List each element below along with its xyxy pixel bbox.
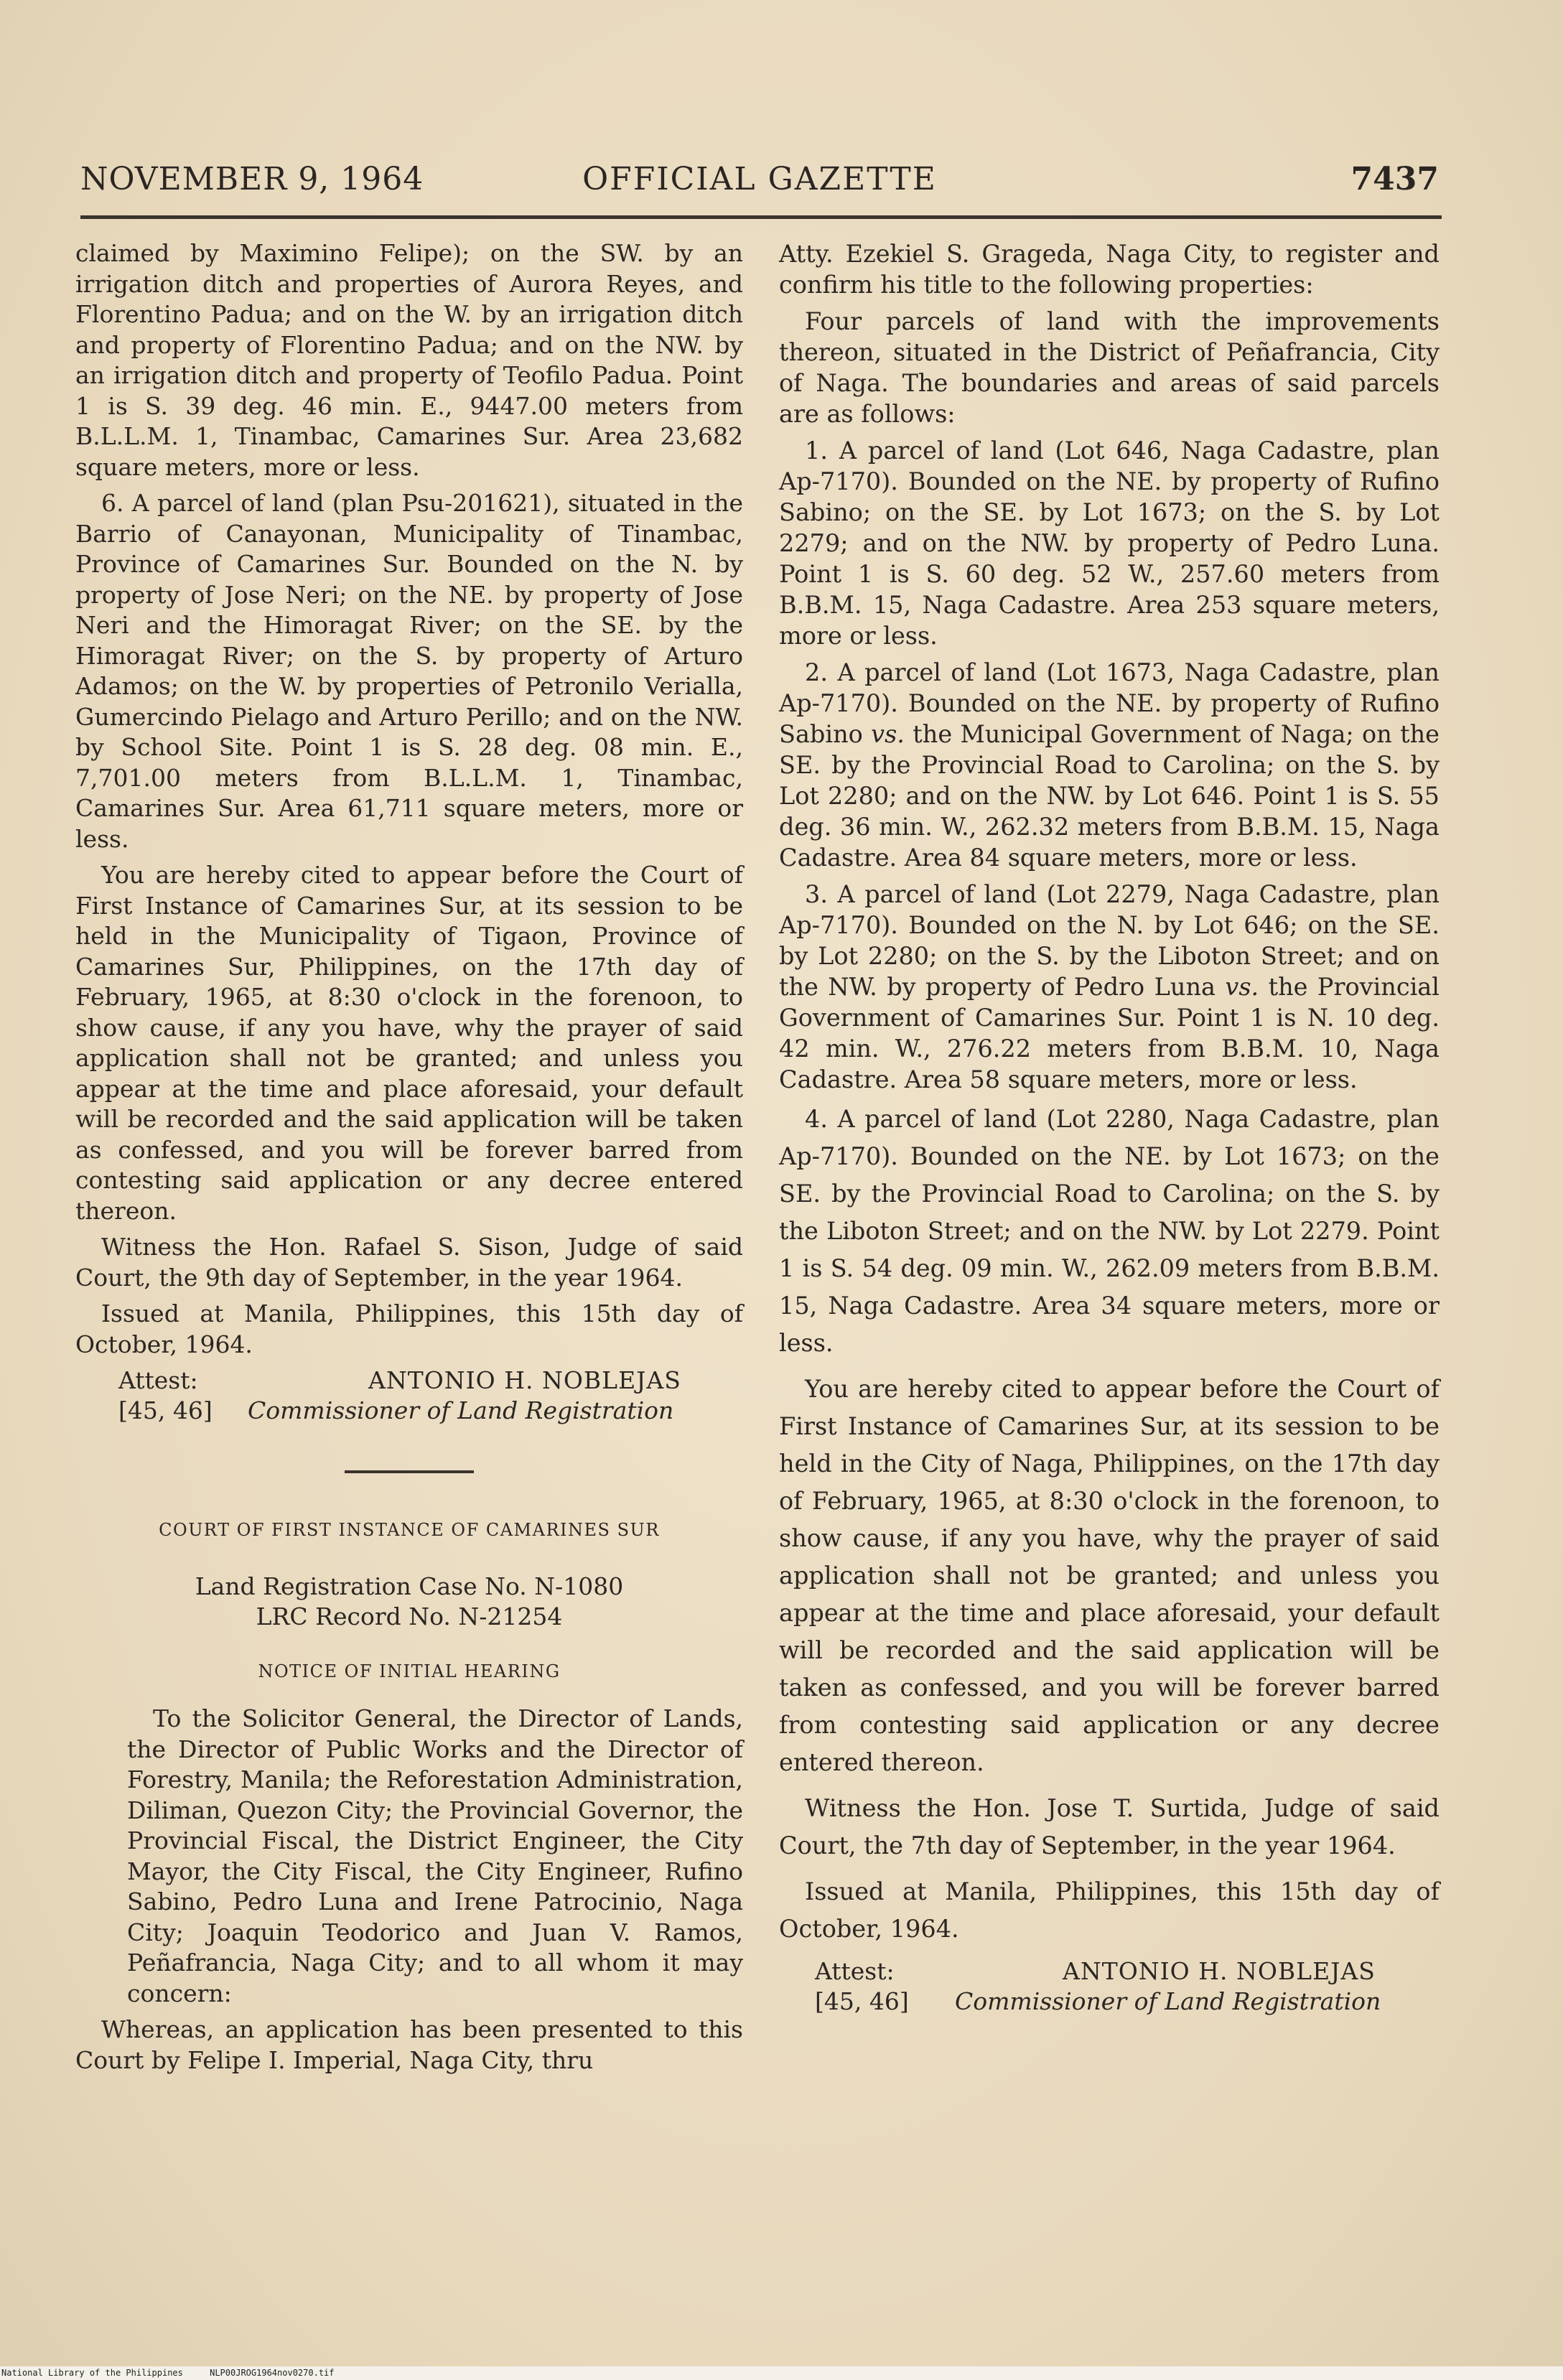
parcel-3-text-b: the Provincial Government of Camarines Sur. Point 1 is N. 10 deg. 42 min. W., 276.22 meters from B.B.M. 10, Naga Cadastre. Area 58 square meters, more or less. [779,973,1440,1093]
lrc-record-number: LRC Record No. N-21254 [256,1602,563,1630]
left-column [75,238,743,2081]
right-column [779,238,1440,2018]
attest-title: Commissioner of Land Registration [248,1396,674,1424]
parcel-2-versus: vs. [871,720,905,748]
attest-label: Attest: [815,1957,895,1985]
parcel-2-text-b: the Municipal Government of Naga; on the SE. by the Provincial Road to Carolina; on the S. by Lot 2280; and on the NW. by Lot 646. Point 1 is S. 55 deg. 36 min. W., 262.32 meters from B.B.M. 15, Naga Cadastre. Area 84 square meters, more or less. [779,720,1440,872]
whereas-paragraph: Whereas, an application has been presented to this Court by Felipe I. Imperial, Naga City, thru [75,2015,743,2074]
citation-paragraph: You are hereby cited to appear before the Court of First Instance of Camarines Sur, at its session to be held in the City of Naga, Philippines, on the 17th day of February, 1965, at 8:30 o'clock in the forenoon, to show cause, if any you have, why the prayer of said application shall not be granted; and unless you appear at the time and place aforesaid, your default will be recorded and the said application will be taken as confessed, and you will be forever barred from contesting said application or any decree entered thereon. [779,1375,1440,1776]
intro-paragraph: Four parcels of land with the improvements thereon, situated in the District of Peñafrancia, City of Naga. The boundaries and areas of said parcels are as follows: [779,307,1440,428]
parcel-4-paragraph: 4. A parcel of land (Lot 2280, Naga Cadastre, plan Ap-7170). Bounded on the NE. by Lot 1673; on the SE. by the Provincial Road to Carolina; on the S. by the Liboton Street; and on the NW. by Lot 2279. Point 1 is S. 54 deg. 09 min. W., 262.09 meters from B.B.M. 15, Naga Cadastre. Area 34 square meters, more or less. [779,1105,1440,1357]
publication-title: OFFICIAL GAZETTE [582,161,937,197]
scan-footer [0,2366,1563,2380]
attest-title: Commissioner of Land Registration [955,1987,1381,2015]
attest-name: ANTONIO H. NOBLEJAS [1063,1957,1376,1985]
parcel-6-paragraph: 6. A parcel of land (plan Psu-201621), situated in the Barrio of Canayonan, Municipality of Tinambac, Province of Camarines Sur. Bounded on the N. by property of Jose Neri; on the NE. by property of Jose Neri and the Himoragat River; on the SE. by the Himoragat River; on the S. by property of Arturo Adamos; on the W. by properties of Petronilo Verialla, Gumercindo Pielago and Arturo Perillo; and on the NW. by School Site. Point 1 is S. 28 deg. 08 min. E., 7,701.00 meters from B.L.L.M. 1, Tinambac, Camarines Sur. Area 61,711 square meters, more or less. [75,489,743,853]
parcel-3-paragraph [779,879,1440,1095]
continuation-paragraph: claimed by Maximino Felipe); on the SW. by an irrigation ditch and properties of Aurora Reyes, and Florentino Padua; and on the W. by an irrigation ditch and property of Florentino Padua; and on the NW. by an irrigation ditch and property of Teofilo Padua. Point 1 is S. 39 deg. 46 min. E., 9447.00 meters from B.L.L.M. 1, Tinambac, Camarines Sur. Area 23,682 square meters, more or less. [75,239,743,481]
page-header [80,161,1439,204]
parcel-2-paragraph [779,657,1440,873]
continuation-paragraph: Atty. Ezekiel S. Grageda, Naga City, to register and confirm his title to the following properties: [779,240,1440,299]
case-number: Land Registration Case No. N-1080 [195,1572,624,1600]
issue-date: NOVEMBER 9, 1964 [80,161,424,197]
notice-heading: NOTICE OF INITIAL HEARING [258,1661,561,1681]
attest-reference: [45, 46] [815,1987,909,2015]
parcel-3-text-a: 3. A parcel of land (Lot 2279, Naga Cadastre, plan Ap-7170). Bounded on the N. by Lot 646; on the SE. by Lot 2280; on the S. by the Liboton Street; and on the NW. by property of Pedro Luna [779,880,1440,1001]
attestation-block [779,1956,1440,2018]
issued-paragraph: Issued at Manila, Philippines, this 15th day of October, 1964. [75,1299,743,1358]
page-number: 7437 [1350,161,1439,197]
attest-name: ANTONIO H. NOBLEJAS [368,1366,681,1394]
attest-label: Attest: [118,1366,198,1394]
witness-paragraph: Witness the Hon. Jose T. Surtida, Judge of said Court, the 7th day of September, in the year 1964. [779,1794,1440,1859]
section-divider [345,1470,474,1473]
attest-reference: [45, 46] [118,1396,213,1424]
witness-paragraph: Witness the Hon. Rafael S. Sison, Judge of said Court, the 9th day of September, in the year 1964. [75,1233,743,1292]
parcel-1-paragraph: 1. A parcel of land (Lot 646, Naga Cadastre, plan Ap-7170). Bounded on the NE. by property of Rufino Sabino; on the SE. by Lot 1673; on the S. by Lot 2279; and on the NW. by property of Pedro Luna. Point 1 is S. 60 deg. 52 W., 257.60 meters from B.B.M. 15, Naga Cadastre. Area 253 square meters, more or less. [779,437,1440,650]
header-rule [80,215,1442,219]
court-heading: COURT OF FIRST INSTANCE OF CAMARINES SUR [159,1520,660,1540]
scan-filename: NLP00JROG1964nov0270.tif [210,2368,335,2378]
citation-paragraph: You are hereby cited to appear before the Court of First Instance of Camarines Sur, at its session to be held in the Municipality of Tigaon, Province of Camarines Sur, Philippines, on the 17th day of February, 1965, at 8:30 o'clock in the forenoon, to show cause, if any you have, why the prayer of said application shall not be granted; and unless you appear at the time and place aforesaid, your default will be recorded and the said application will be taken as confessed, and you will be forever barred from contesting said application or any decree entered thereon. [75,861,743,1225]
parcel-3-versus: vs. [1225,973,1259,1001]
attestation-block [75,1366,743,1427]
addressee-paragraph: To the Solicitor General, the Director of Lands, the Director of Public Works and the Director of Forestry, Manila; the Reforestation Administration, Diliman, Quezon City; the Provincial Governor, the Provincial Fiscal, the District Engineer, the City Mayor, the City Fiscal, the City Engineer, Rufino Sabino, Pedro Luna and Irene Patrocinio, Naga City; Joaquin Teodorico and Juan V. Ramos, Peñafrancia, Naga City; and to all whom it may concern: [127,1704,743,2007]
issued-paragraph: Issued at Manila, Philippines, this 15th day of October, 1964. [779,1877,1440,1943]
library-credit: National Library of the Philippines [1,2368,183,2378]
parcel-2-text-a: 2. A parcel of land (Lot 1673, Naga Cadastre, plan Ap-7170). Bounded on the NE. by property of Rufino Sabino [779,658,1440,748]
